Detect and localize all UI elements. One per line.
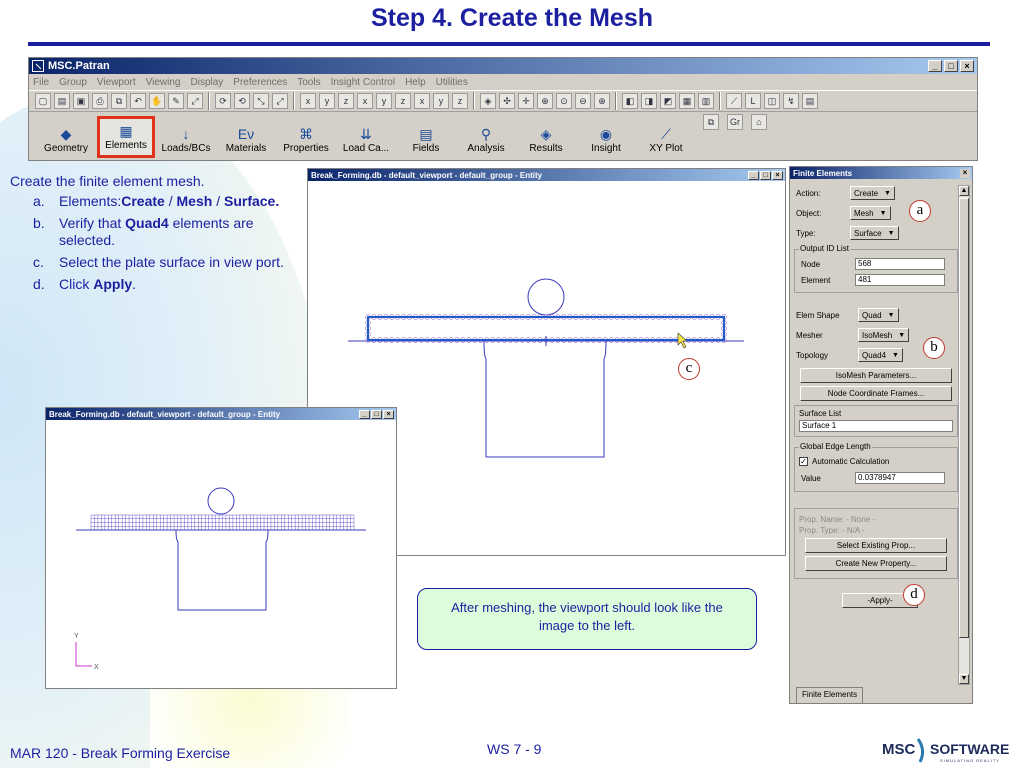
chevron-down-icon: ▼ (887, 229, 895, 237)
toolbar-tool-icon[interactable]: z (452, 93, 468, 109)
menu-utilities[interactable]: Utilities (435, 76, 468, 88)
auto-calc-label: Automatic Calculation (812, 457, 890, 466)
toolbar-tool-icon[interactable]: ⊕ (594, 93, 610, 109)
toolbar-tool-icon[interactable]: x (300, 93, 316, 109)
callout-a: a (909, 200, 931, 222)
menu-file[interactable]: File (33, 76, 50, 88)
viewport-main-title: Break_Forming.db - default_viewport - default_group - Entity (311, 170, 543, 180)
toolbar-tool-icon[interactable]: x (414, 93, 430, 109)
toolbar-tool-icon[interactable]: ⊕ (537, 93, 553, 109)
step-text: Click Apply. (59, 276, 137, 292)
die-outline (484, 341, 606, 457)
toolbar-tool-icon[interactable]: L (745, 93, 761, 109)
loads-bcs-icon: ↓ (182, 126, 190, 142)
property-group (794, 508, 958, 579)
toolbar-tool-icon[interactable]: ◈ (480, 93, 496, 109)
close-icon: × (383, 410, 394, 419)
maximize-icon: □ (371, 410, 382, 419)
toolbar-separator (208, 92, 210, 110)
finite-elements-panel (789, 166, 973, 704)
toolbar-tool-icon[interactable]: ⟲ (234, 93, 250, 109)
toolbar-separator (615, 92, 617, 110)
fe-panel-tab[interactable]: Finite Elements (796, 687, 863, 703)
topology-value: Quad4 (862, 350, 887, 360)
svg-text:SOFTWARE: SOFTWARE (930, 741, 1010, 757)
viewport-result-titlebar (46, 408, 396, 420)
toolbar-tool-icon[interactable]: ✣ (499, 93, 515, 109)
close-icon[interactable]: × (772, 171, 783, 180)
viewport-result-canvas (46, 420, 396, 688)
app-propertiesbutton[interactable] (277, 116, 335, 158)
toolbar-tool-icon[interactable]: ⤡ (253, 93, 269, 109)
app-insightbutton[interactable] (577, 116, 635, 158)
note-box: After meshing, the viewport should look like the image to the left. (417, 588, 757, 650)
toolbar-tool-icon[interactable]: ▢ (35, 93, 51, 109)
xy-plot-icon: ⟋ (661, 126, 671, 142)
step-text: Select the plate surface in view port. (59, 254, 284, 270)
action-value: Create (854, 188, 879, 198)
create-new-property-button[interactable]: Create New Property... (805, 556, 947, 571)
mesher-value: IsoMesh (862, 330, 893, 340)
toolbar-tool-icon[interactable]: ◩ (660, 93, 676, 109)
output-id-group (794, 244, 958, 293)
results-icon: ◈ (540, 126, 552, 142)
toolbar-tool-icon[interactable]: y (319, 93, 335, 109)
toolbar-tool-icon[interactable]: Gr (727, 114, 743, 130)
msc-software-logo (880, 736, 1020, 764)
callout-b: b (923, 337, 945, 359)
scroll-down-icon[interactable]: ▼ (960, 675, 968, 682)
instruction-step (10, 254, 290, 271)
analysis-icon: ⚲ (480, 126, 492, 142)
fields-icon: ▤ (419, 126, 433, 142)
node-id-input[interactable]: 568 (855, 258, 945, 270)
maximize-icon[interactable]: □ (944, 60, 958, 72)
element-label: Element (801, 275, 831, 285)
fe-panel-title: Finite Elements (793, 168, 853, 178)
node-label: Node (801, 259, 821, 269)
app-geometrybutton[interactable] (37, 116, 95, 158)
app-materialsbutton[interactable] (217, 116, 275, 158)
toolbar-tool-icon[interactable]: ⊙ (556, 93, 572, 109)
footer-course: MAR 120 - Break Forming Exercise (10, 745, 231, 761)
instruction-step (10, 215, 290, 249)
menu-insight-control[interactable]: Insight Control (330, 76, 396, 88)
die-outline (176, 530, 268, 610)
punch-circle (208, 488, 234, 514)
step-text: Verify that Quad4 elements are selected. (59, 215, 254, 248)
step-marker: a. (33, 193, 45, 209)
app-button-label: Loads/BCs (161, 143, 211, 154)
toolbar-separator (293, 92, 295, 110)
mesh-grid (91, 515, 354, 530)
viewport-main-titlebar (308, 169, 785, 181)
global-edge-group (794, 442, 958, 492)
fe-panel-scrollbar[interactable] (958, 185, 970, 685)
patran-title: MSC.Patran (48, 60, 110, 72)
chevron-down-icon: ▼ (898, 331, 906, 339)
toolbar-tool-icon[interactable]: ▦ (679, 93, 695, 109)
instructions (10, 173, 290, 298)
geometry-icon: ◆ (60, 126, 72, 142)
fe-panel-content (794, 183, 958, 608)
viewport-result-title: Break_Forming.db - default_viewport - default_group - Entity (49, 409, 281, 419)
patran-titlebar (29, 58, 977, 74)
close-icon[interactable]: × (960, 60, 974, 72)
callout-d: d (903, 584, 925, 606)
apply-button[interactable]: -Apply- (842, 593, 918, 608)
toolbar-tool-icon[interactable]: ▤ (54, 93, 70, 109)
prop-type-text: Prop. Type: - N/A - (799, 526, 865, 535)
toolbar (29, 90, 977, 112)
topology-select[interactable] (858, 348, 903, 362)
toolbar-tool-icon[interactable]: y (376, 93, 392, 109)
toolbar-tool-icon[interactable]: ⟋ (726, 93, 742, 109)
type-value: Surface (854, 228, 882, 238)
menu-viewing[interactable]: Viewing (145, 76, 181, 88)
slide-title: Step 4. Create the Mesh (370, 4, 654, 32)
toolbar-tool-icon[interactable]: z (395, 93, 411, 109)
punch-circle (528, 279, 564, 315)
menu-tools[interactable]: Tools (297, 76, 321, 88)
instructions-intro: Create the finite element mesh. (10, 173, 205, 189)
menu-bar (29, 74, 977, 90)
app-buttons (29, 112, 977, 158)
toolbar-tool-icon[interactable]: ▣ (73, 93, 89, 109)
materials-icon: Eν (237, 126, 255, 142)
scroll-up-icon[interactable]: ▲ (960, 187, 968, 194)
toolbar-tool-icon[interactable]: ⤢ (272, 93, 288, 109)
app-load-ca-button[interactable] (337, 116, 395, 158)
menu-group[interactable]: Group (59, 76, 87, 88)
axis-triad (76, 642, 92, 666)
action-select[interactable] (850, 186, 895, 200)
fe-panel-titlebar (790, 167, 972, 179)
app-button-label: Analysis (467, 143, 505, 154)
menu-help[interactable]: Help (405, 76, 426, 88)
app-button-label: Properties (283, 143, 329, 154)
elem-shape-value: Quad (862, 310, 882, 320)
callout-c: c (678, 358, 700, 380)
chevron-down-icon: ▼ (887, 311, 895, 319)
step-marker: d. (33, 276, 45, 292)
app-button-label: Geometry (44, 143, 88, 154)
app-resultsbutton[interactable] (517, 116, 575, 158)
chevron-down-icon: ▼ (884, 189, 891, 197)
mesher-select[interactable] (858, 328, 909, 342)
toolbar-tool-icon[interactable]: y (433, 93, 449, 109)
auto-calc-checkbox[interactable]: ✓ (800, 457, 807, 466)
minimize-icon: _ (359, 410, 370, 419)
element-id-input[interactable]: 481 (855, 274, 945, 286)
app-loads-bcsbutton[interactable] (157, 116, 215, 158)
app-button-label: Load Ca... (342, 143, 390, 154)
app-button-label: Fields (412, 143, 440, 154)
toolbar-separator (719, 92, 721, 110)
toolbar-tool-icon[interactable]: ◧ (622, 93, 638, 109)
elements-icon: ▦ (119, 123, 133, 139)
app-analysisbutton[interactable] (457, 116, 515, 158)
object-select[interactable] (850, 206, 891, 220)
step-marker: b. (33, 215, 45, 231)
toolbar-tool-icon[interactable]: ⤢ (187, 93, 203, 109)
toolbar-tool-icon[interactable]: ✛ (518, 93, 534, 109)
type-label: Type: (796, 228, 816, 238)
patran-window (28, 57, 978, 161)
toolbar-tool-icon[interactable]: ✎ (168, 93, 184, 109)
app-button-label: Elements (105, 140, 147, 151)
toolbar-tool-icon[interactable]: ↶ (130, 93, 146, 109)
minimize-icon[interactable]: _ (748, 171, 759, 180)
instruction-steps (10, 193, 290, 293)
close-icon[interactable]: × (960, 169, 970, 178)
surface-list-input[interactable]: Surface 1 (799, 420, 953, 432)
chevron-down-icon: ▼ (892, 351, 899, 359)
instruction-step (10, 193, 290, 210)
cursor-icon (678, 333, 687, 348)
viewport-result (45, 407, 397, 689)
title-rule (28, 42, 990, 46)
toolbar-tool-icon[interactable]: ⌂ (751, 114, 767, 130)
minimize-icon[interactable]: _ (928, 60, 942, 72)
mesher-label: Mesher (796, 330, 823, 340)
edge-length-input[interactable]: 0.0378947 (855, 472, 945, 484)
output-id-label: Output ID List (800, 244, 849, 253)
app-button-label: Materials (225, 143, 267, 154)
app-xy-plotbutton[interactable] (637, 116, 695, 158)
load-ca--icon: ⇊ (360, 126, 372, 142)
toolbar-tool-icon[interactable]: ⟳ (215, 93, 231, 109)
toolbar-tool-icon[interactable]: ⧉ (111, 93, 127, 109)
patran-logo-icon (32, 60, 44, 72)
toolbar-tool-icon[interactable]: ◨ (641, 93, 657, 109)
type-select[interactable] (850, 226, 899, 240)
object-label: Object: (796, 208, 822, 218)
action-label: Action: (796, 188, 821, 198)
value-label: Value (801, 473, 821, 483)
step-marker: c. (33, 254, 44, 270)
toolbar-tool-icon[interactable]: ▥ (698, 93, 714, 109)
properties-icon: ⌘ (299, 126, 313, 142)
axis-x-label: X (94, 664, 99, 671)
toolbar-tool-icon[interactable]: ▤ (802, 93, 818, 109)
toolbar-tool-icon[interactable]: ✋ (149, 93, 165, 109)
toolbar-tool-icon[interactable]: x (357, 93, 373, 109)
app-button-label: Insight (591, 143, 621, 154)
toolbar-tool-icon[interactable]: ⎙ (92, 93, 108, 109)
instruction-step (10, 276, 290, 293)
menu-display[interactable]: Display (190, 76, 224, 88)
elem-shape-select[interactable] (858, 308, 899, 322)
toolbar-tool-icon[interactable]: z (338, 93, 354, 109)
footer-page: WS 7 - 9 (487, 741, 542, 757)
toolbar-separator (473, 92, 475, 110)
svg-text:MSC: MSC (882, 741, 916, 758)
toolbar-tool-icon[interactable]: ◫ (764, 93, 780, 109)
svg-text:SIMULATING REALITY: SIMULATING REALITY (940, 758, 1000, 763)
menu-preferences[interactable]: Preferences (233, 76, 288, 88)
step-text: Elements:Create / Mesh / Surface. (59, 193, 280, 209)
elem-shape-label: Elem Shape (796, 310, 840, 320)
axis-y-label: Y (74, 633, 79, 640)
app-fieldsbutton[interactable] (397, 116, 455, 158)
maximize-icon[interactable]: □ (760, 171, 771, 180)
app-button-label: XY Plot (649, 143, 683, 154)
app-button-label: Results (529, 143, 563, 154)
topology-label: Topology (796, 350, 829, 360)
scroll-thumb[interactable] (959, 198, 969, 638)
prop-name-text: Prop. Name: - None - (799, 515, 876, 524)
surface-list-label: Surface List (799, 409, 842, 418)
node-coordinate-frames-button[interactable]: Node Coordinate Frames... (800, 386, 952, 401)
toolbar-tool-icon[interactable]: ↯ (783, 93, 799, 109)
global-edge-label: Global Edge Length (800, 442, 871, 451)
surface-list-group (794, 405, 958, 437)
isomesh-parameters-button[interactable]: IsoMesh Parameters... (800, 368, 952, 383)
object-value: Mesh (854, 208, 874, 218)
toolbar-tool-icon[interactable]: ⊖ (575, 93, 591, 109)
insight-icon: ◉ (599, 126, 613, 142)
toolbar-tool-icon[interactable]: ⧉ (703, 114, 719, 130)
app-elementsbutton[interactable] (97, 116, 155, 158)
select-existing-prop-button[interactable]: Select Existing Prop... (805, 538, 947, 553)
chevron-down-icon: ▼ (879, 209, 887, 217)
menu-viewport[interactable]: Viewport (96, 76, 136, 88)
